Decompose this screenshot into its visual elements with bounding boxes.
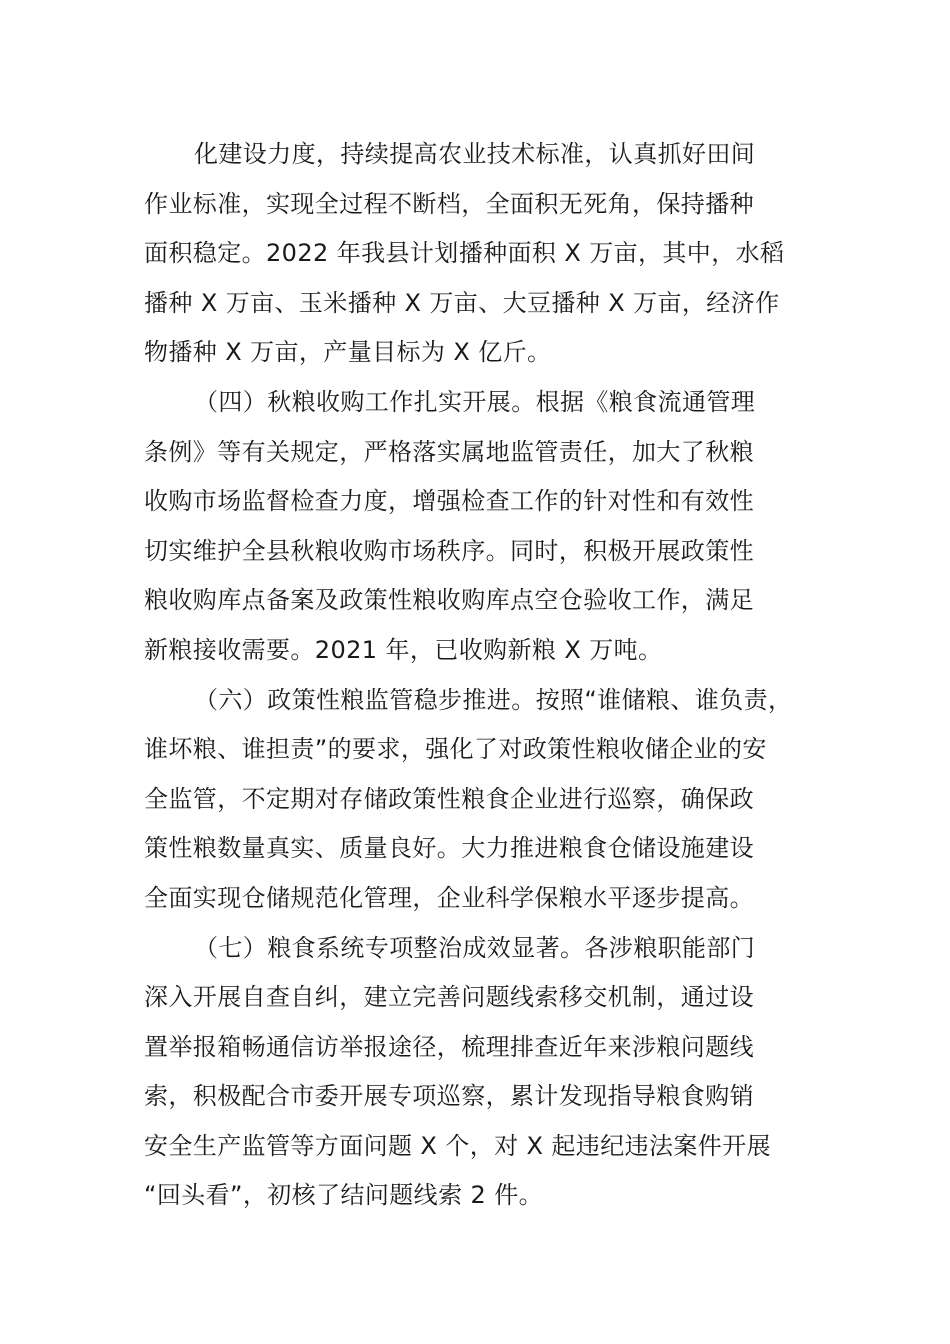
text-line: 全面实现仓储规范化管理，企业科学保粮水平逐步提高。 <box>144 883 754 912</box>
text-line: 粮收购库点备案及政策性粮收购库点空仓验收工作，满足 <box>144 586 754 615</box>
text-line: 新粮接收需要。2021 年，已收购新粮 X 万吨。 <box>144 635 663 664</box>
text-line: 物播种 X 万亩，产量目标为 X 亿斤。 <box>144 338 552 367</box>
text-line: “回头看”，初核了结问题线索 2 件。 <box>144 1181 543 1210</box>
paragraph-heading-line: （六）政策性粮监管稳步推进。按照“谁储粮、谁负责， <box>194 685 793 714</box>
text-line: 化建设力度，持续提高农业技术标准，认真抓好田间 <box>194 140 756 168</box>
paragraph-heading-line: （四）秋粮收购工作扎实开展。根据《粮食流通管理 <box>194 387 756 416</box>
document-body <box>144 130 814 1221</box>
text-line: 收购市场监督检查力度，增强检查工作的针对性和有效性 <box>144 487 754 516</box>
text-line: 策性粮数量真实、质量良好。大力推进粮食仓储设施建设 <box>144 834 754 863</box>
text-line: 深入开展自查自纠，建立完善问题线索移交机制，通过设 <box>144 983 754 1012</box>
text-line: 谁坏粮、谁担责”的要求，强化了对政策性粮收储企业的安 <box>144 735 767 764</box>
paragraph-heading-line: （七）粮食系统专项整治成效显著。各涉粮职能部门 <box>194 933 756 962</box>
text-line: 面积稳定。2022 年我县计划播种面积 X 万亩，其中，水稻 <box>144 239 785 268</box>
text-line: 全监管，不定期对存储政策性粮食企业进行巡察，确保政 <box>144 784 754 813</box>
text-line: 作业标准，实现全过程不断档，全面积无死角，保持播种 <box>144 189 754 218</box>
text-line: 播种 X 万亩、玉米播种 X 万亩、大豆播种 X 万亩，经济作 <box>144 288 780 317</box>
text-line: 索，积极配合市委开展专项巡察，累计发现指导粮食购销 <box>144 1082 754 1111</box>
text-line: 切实维护全县秋粮收购市场秩序。同时，积极开展政策性 <box>144 536 754 565</box>
text-line: 置举报箱畅通信访举报途径，梳理排查近年来涉粮问题线 <box>144 1032 754 1061</box>
text-line: 条例》等有关规定，严格落实属地监管责任，加大了秋粮 <box>144 437 754 466</box>
text-line: 安全生产监管等方面问题 X 个，对 X 起违纪违法案件开展 <box>144 1131 771 1160</box>
